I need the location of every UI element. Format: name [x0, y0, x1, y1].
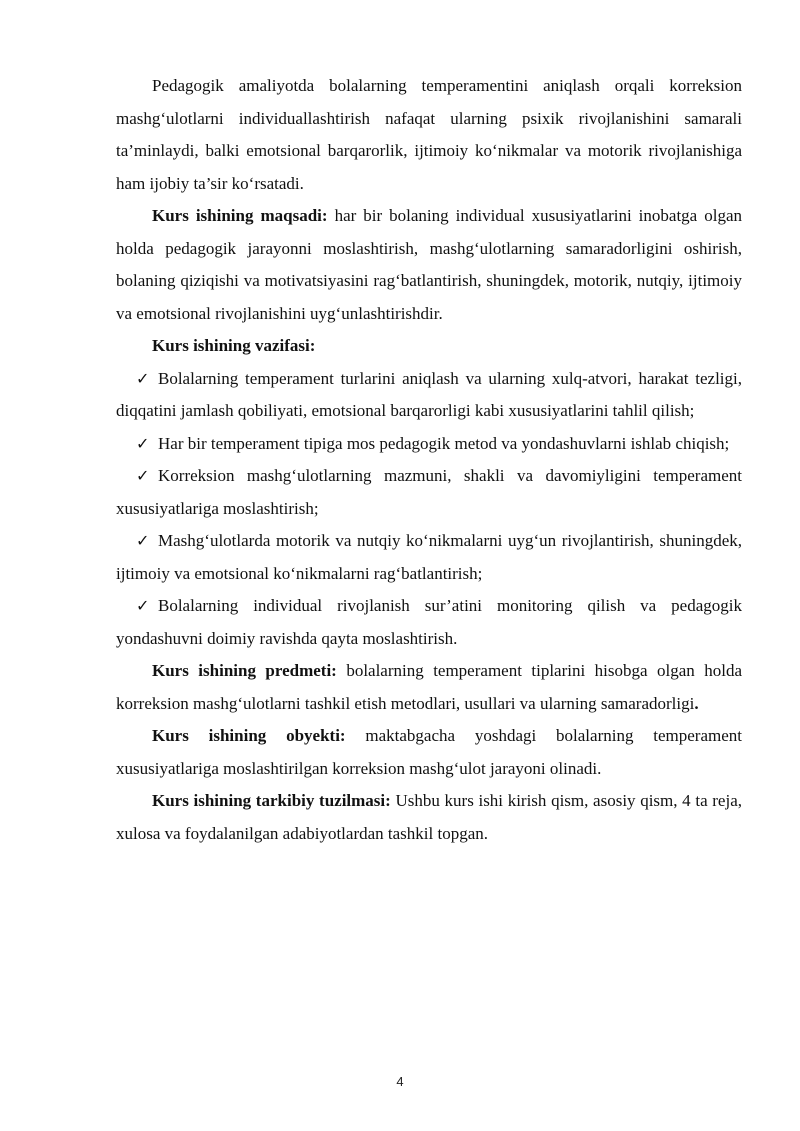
goal-label: Kurs ishining maqsadi:: [152, 206, 328, 225]
structure-text: Ushbu kurs ishi kirish qism, asosiy qism, 4 ta reja, xulosa va foydalanilgan adabiyotlardan tashkil topgan.: [116, 791, 742, 843]
checkmark-icon: ✓: [136, 368, 150, 388]
checkmark-icon: ✓: [136, 596, 150, 615]
intro-paragraph: Pedagogik amaliyotda bolalarning temperamentini aniqlash orqali korreksion mashg‘ulotlarni individuallashtirish nafaqat ularning psixik rivojlanishini samarali ta’minlaydi, balki emotsional barqarorlik, ijtimoiy ko‘nikmalar va motorik rivojlanishiga ham ijobiy ta’sir ko‘rsatadi.: [116, 76, 742, 193]
task-text: Mashg‘ulotlarda motorik va nutqiy ko‘nikmalarni uyg‘un rivojlantirish, shuningdek, ijtimoiy va emotsional ko‘nikmalarni rag‘batlantirish;: [116, 531, 742, 583]
task-item-1: [116, 363, 742, 428]
structure-label: Kurs ishining tarkibiy tuzilmasi:: [152, 791, 391, 810]
task-text: Har bir temperament tipiga mos pedagogik metod va yondashuvlarni ishlab chiqish;: [158, 433, 730, 453]
page-body: [116, 70, 742, 850]
tasks-heading: Kurs ishining vazifasi:: [152, 336, 316, 355]
subject-end: .: [694, 693, 699, 713]
subject-paragraph: [116, 655, 742, 720]
checkmark-icon: ✓: [136, 466, 150, 485]
task-text: Korreksion mashg‘ulotlarning mazmuni, shakli va davomiyligini temperament xususiyatlariga moslashtirish;: [116, 466, 742, 518]
structure-paragraph: [116, 785, 742, 850]
subject-text: bolalarning temperament tiplarini hisobga olgan holda korreksion mashg‘ulotlarni tashkil etish metodlari, usullari va ularning samaradorligi: [116, 661, 743, 713]
object-text: maktabgacha yoshdagi bolalarning temperament xususiyatlariga moslashtirilgan korreksion mashg‘ulot jarayoni olinadi.: [116, 726, 742, 778]
checkmark-icon: ✓: [136, 531, 150, 550]
task-item-3: [116, 460, 742, 525]
task-item-4: [116, 525, 742, 590]
goal-paragraph: [116, 200, 742, 330]
page-number: 4: [396, 1074, 404, 1089]
task-item-2: [116, 428, 742, 461]
task-item-5: [116, 590, 742, 655]
goal-text: har bir bolaning individual xususiyatlarini inobatga olgan holda pedagogik jarayonni moslashtirish, mashg‘ulotlarning samaradorligini oshirish, bolaning qiziqishi va motivatsiyasini rag‘batlantirish, shuningdek, motorik, nutqiy, ijtimoiy va emotsional rivojlanishini uyg‘unlashtirishdir.: [116, 206, 742, 323]
task-text: Bolalarning individual rivojlanish sur’atini monitoring qilish va pedagogik yondashuvni doimiy ravishda qayta moslashtirish.: [116, 596, 742, 648]
object-paragraph: [116, 720, 742, 785]
object-label: Kurs ishining obyekti:: [152, 726, 346, 745]
checkmark-icon: ✓: [136, 433, 150, 453]
subject-label: Kurs ishining predmeti:: [152, 661, 337, 680]
task-text: Bolalarning temperament turlarini aniqlash va ularning xulq-atvori, harakat tezligi, diqqatini jamlash qobiliyati, emotsional barqarorligi kabi xususiyatlarini tahlil qilish;: [116, 368, 742, 420]
